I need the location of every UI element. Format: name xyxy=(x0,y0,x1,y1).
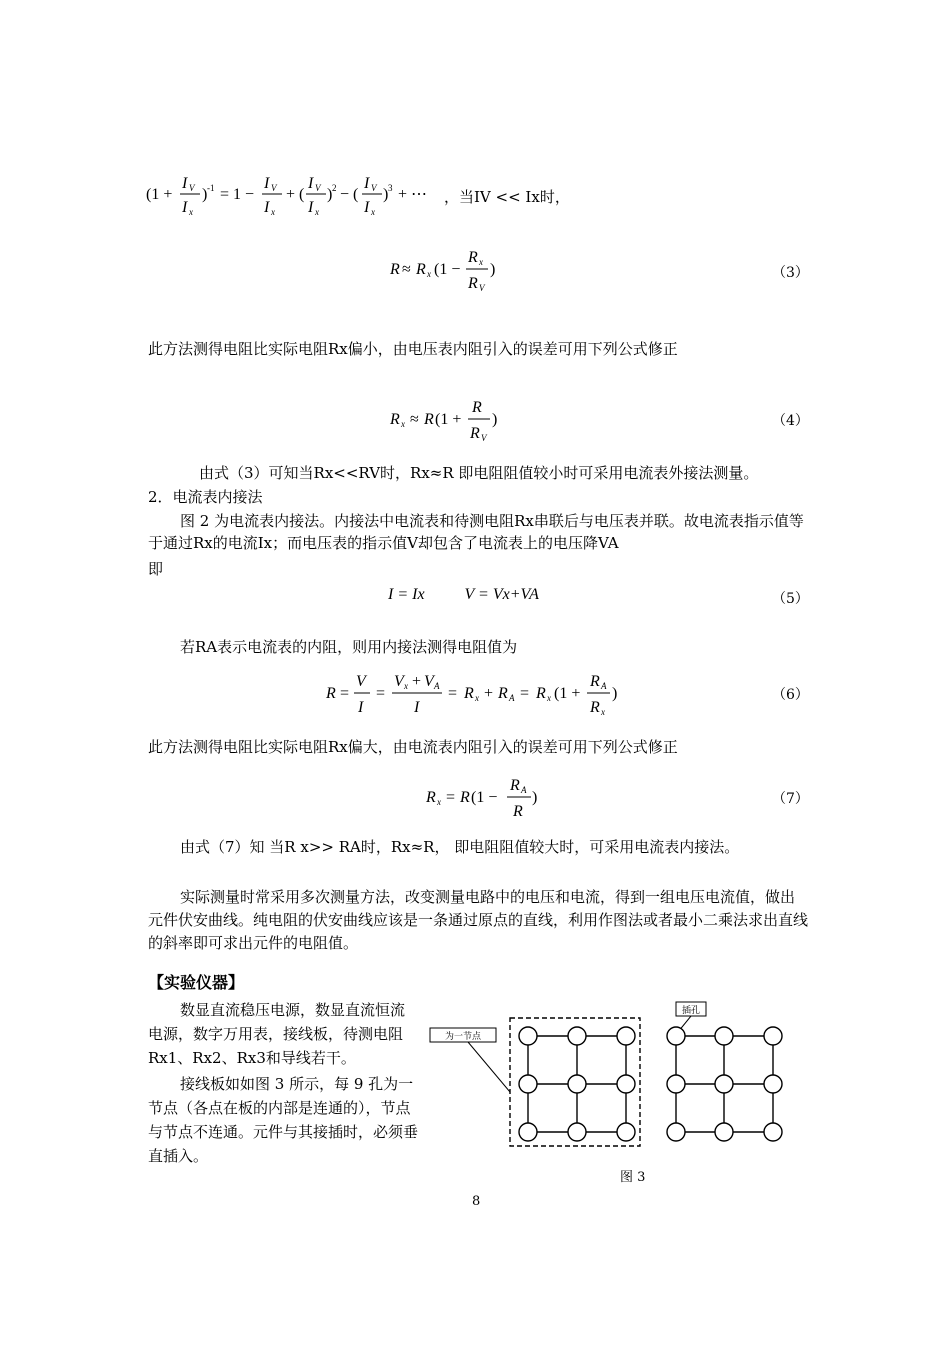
equation-5: I = Ix V = Vx+VA xyxy=(388,586,539,603)
svg-text:I: I xyxy=(264,199,270,216)
svg-text:x: x xyxy=(437,797,441,807)
hole xyxy=(667,1123,685,1141)
svg-text:=: = xyxy=(520,685,530,702)
svg-text:3: 3 xyxy=(388,183,393,193)
svg-text:V: V xyxy=(189,183,195,193)
svg-text:=: = xyxy=(446,789,456,806)
paragraph-conclusion-outer: 由式（3）可知当Rx<<RV时，Rx≈R 即电阻阻值较小时可采用电流表外接法测量。 xyxy=(199,464,759,482)
svg-text:R: R xyxy=(416,261,426,278)
svg-text:A: A xyxy=(601,681,607,691)
paragraph-conclusion-inner: 由式（7）知 当R x>> RA时，Rx≈R， 即电阻阻值较大时，可采用电流表内接法。 xyxy=(180,838,740,856)
svg-text:V: V xyxy=(479,283,485,293)
series-condition-text: ，当IV << Ix时， xyxy=(444,188,570,206)
paragraph-inner-method: 图 2 为电流表内接法。内接法中电流表和待测电阻Rx串联后与电压表并联。故电流表指示值等于通过Rx的电流Ix；而电压表的指示值V却包含了电流表上的电压降VA xyxy=(148,512,804,552)
svg-text:): ) xyxy=(327,186,333,203)
svg-text:(1 −: (1 − xyxy=(434,261,461,278)
paragraph-board: 接线板如如图 3 所示，每 9 孔为一节点（各点在板的内部是连通的），节点与节点不连通。元件与其接插时，必须垂直插入。 xyxy=(148,1075,419,1165)
svg-text:A: A xyxy=(434,681,440,691)
svg-text:V: V xyxy=(315,183,321,193)
svg-text:x: x xyxy=(315,207,319,217)
svg-text:x: x xyxy=(601,707,605,717)
svg-text:+ (: + ( xyxy=(286,186,305,203)
equation-6 xyxy=(324,668,654,720)
svg-text:+: + xyxy=(484,685,494,702)
equation-7-number: （7） xyxy=(772,791,809,807)
svg-text:R: R xyxy=(424,411,434,428)
svg-text:R: R xyxy=(472,399,482,416)
hole xyxy=(617,1075,635,1093)
paragraph-after-eq3: 此方法测得电阻比实际电阻Rx偏小，由电压表内阻引入的误差可用下列公式修正 xyxy=(148,340,678,358)
hole xyxy=(764,1027,782,1045)
svg-text:V: V xyxy=(481,433,487,443)
svg-text:): ) xyxy=(492,411,498,428)
equation-5-number: （5） xyxy=(772,591,809,607)
hole xyxy=(764,1075,782,1093)
svg-text:(1 −: (1 − xyxy=(471,789,498,806)
svg-text:R: R xyxy=(468,275,478,292)
svg-text:≈: ≈ xyxy=(402,261,411,278)
svg-text:x: x xyxy=(547,693,551,703)
svg-text:x: x xyxy=(401,419,405,429)
svg-text:I: I xyxy=(182,199,188,216)
hole-label: 插孔 xyxy=(681,1005,701,1015)
svg-text:x: x xyxy=(479,257,483,267)
svg-text:R: R xyxy=(460,789,470,806)
svg-text:R: R xyxy=(590,699,600,716)
svg-text:V: V xyxy=(356,673,366,690)
hole xyxy=(519,1075,537,1093)
svg-text:I: I xyxy=(364,175,370,192)
svg-text:x: x xyxy=(371,207,375,217)
svg-text:x: x xyxy=(427,269,431,279)
hole xyxy=(568,1123,586,1141)
equation-4 xyxy=(388,394,528,446)
svg-text:=: = xyxy=(340,685,350,702)
svg-text:R: R xyxy=(536,685,546,702)
svg-text:I: I xyxy=(364,199,370,216)
hole xyxy=(568,1027,586,1045)
svg-text:=: = xyxy=(448,685,458,702)
svg-text:A: A xyxy=(509,693,515,703)
hole xyxy=(764,1123,782,1141)
svg-text:R: R xyxy=(390,411,400,428)
svg-text:): ) xyxy=(532,789,538,806)
svg-text:V: V xyxy=(424,673,434,690)
svg-text:R: R xyxy=(510,777,520,794)
hole xyxy=(519,1027,537,1045)
paragraph-instruments: 数显直流稳压电源，数显直流恒流电源，数字万用表，接线板，待测电阻Rx1、Rx2、Rx3和导线若干。 xyxy=(148,1001,406,1067)
svg-text:(1 +: (1 + xyxy=(146,186,173,203)
svg-text:R: R xyxy=(390,261,400,278)
svg-text:x: x xyxy=(475,693,479,703)
svg-text:+ ⋯: + ⋯ xyxy=(398,186,428,203)
svg-text:V: V xyxy=(371,183,377,193)
hole xyxy=(568,1075,586,1093)
svg-text:I: I xyxy=(308,199,314,216)
svg-text:V: V xyxy=(394,673,404,690)
figure-3-board xyxy=(428,996,798,1156)
page-number: 8 xyxy=(472,1194,481,1209)
svg-text:I: I xyxy=(358,699,364,716)
svg-text:R: R xyxy=(326,685,336,702)
hole xyxy=(667,1027,685,1045)
svg-text:x: x xyxy=(271,207,275,217)
svg-text:): ) xyxy=(490,261,496,278)
hole xyxy=(617,1027,635,1045)
hole xyxy=(715,1075,733,1093)
svg-text:I: I xyxy=(308,175,314,192)
hole xyxy=(519,1123,537,1141)
hole xyxy=(715,1123,733,1141)
svg-text:R: R xyxy=(498,685,508,702)
hole xyxy=(617,1123,635,1141)
instruments-heading: 【实验仪器】 xyxy=(148,973,245,992)
node-label: 为一节点 xyxy=(444,1031,482,1041)
svg-text:(1 +: (1 + xyxy=(435,411,462,428)
svg-text:x: x xyxy=(189,207,193,217)
svg-text:= 1 −: = 1 − xyxy=(220,186,255,203)
equation-4-number: （4） xyxy=(772,413,809,429)
svg-text:R: R xyxy=(513,803,523,820)
svg-text:2: 2 xyxy=(332,183,337,193)
paragraph-practice: 实际测量时常采用多次测量方法，改变测量电路中的电压和电流，得到一组电压电流值，做出元件伏安曲线。纯电阻的伏安曲线应该是一条通过原点的直线，利用作图法或者最小二乘法求出直线的斜率即可求出元件的电阻值。 xyxy=(148,888,809,952)
hole xyxy=(715,1027,733,1045)
svg-text:): ) xyxy=(202,186,208,203)
paragraph-ji: 即 xyxy=(148,560,164,578)
svg-text:=: = xyxy=(376,685,386,702)
figure-3-caption: 图 3 xyxy=(620,1170,646,1185)
paragraph-ra: 若RA表示电流表的内阻，则用内接法测得电阻值为 xyxy=(180,638,518,656)
section-2-title: 2．电流表内接法 xyxy=(148,488,263,506)
equation-7 xyxy=(424,772,554,824)
svg-text:I: I xyxy=(264,175,270,192)
svg-text:): ) xyxy=(383,186,389,203)
svg-text:V: V xyxy=(271,183,277,193)
svg-text:R: R xyxy=(470,425,480,442)
svg-text:R: R xyxy=(468,249,478,266)
svg-text:A: A xyxy=(521,785,527,795)
svg-text:x: x xyxy=(404,681,408,691)
series-expansion-formula xyxy=(146,166,446,224)
svg-text:≈: ≈ xyxy=(410,411,419,428)
svg-text:+: + xyxy=(412,673,422,690)
svg-text:(1 +: (1 + xyxy=(554,685,581,702)
svg-text:I: I xyxy=(182,175,188,192)
equation-3 xyxy=(388,244,528,296)
svg-text:-1: -1 xyxy=(207,183,215,193)
equation-6-number: （6） xyxy=(772,687,809,703)
equation-3-number: （3） xyxy=(772,265,809,281)
svg-text:R: R xyxy=(590,673,600,690)
svg-text:R: R xyxy=(426,789,436,806)
svg-text:): ) xyxy=(612,685,618,702)
hole xyxy=(667,1075,685,1093)
paragraph-after-eq6: 此方法测得电阻比实际电阻Rx偏大，由电流表内阻引入的误差可用下列公式修正 xyxy=(148,738,678,756)
svg-text:I: I xyxy=(414,699,420,716)
svg-text:R: R xyxy=(464,685,474,702)
svg-text:− (: − ( xyxy=(340,186,359,203)
